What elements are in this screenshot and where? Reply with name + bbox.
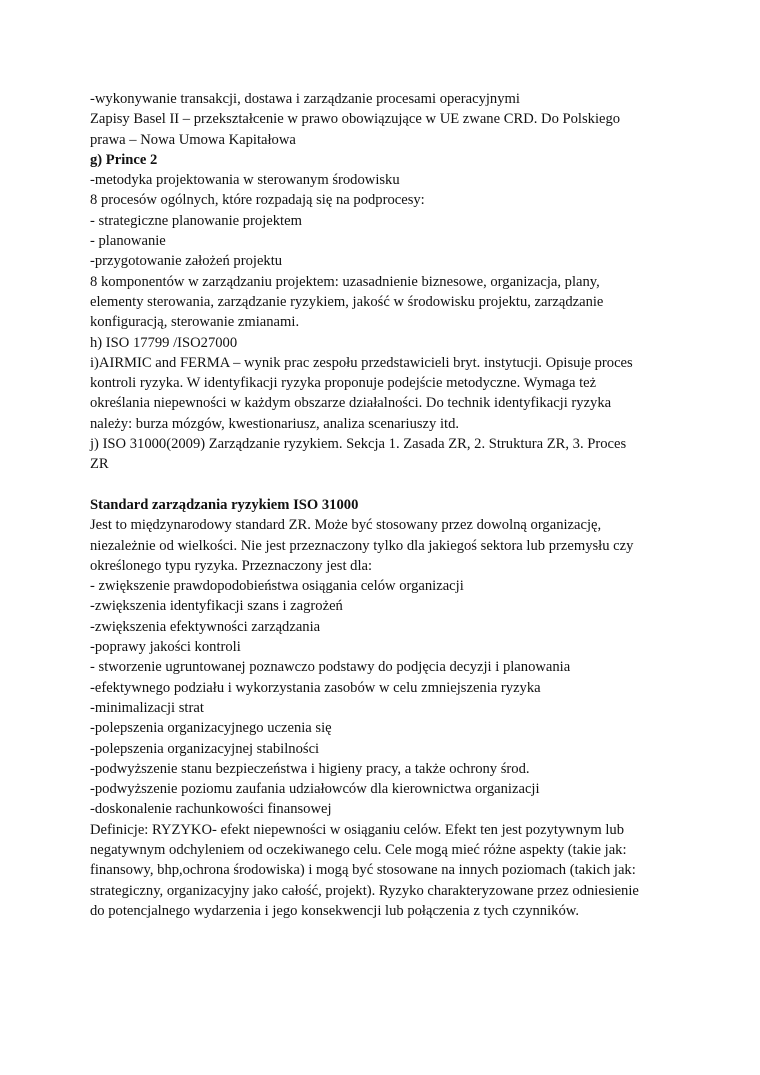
- text-line: - strategiczne planowanie projektem: [90, 212, 302, 229]
- section-basel: [90, 89, 690, 150]
- text-line: finansowy, bhp,ochrona środowiska) i mogą być stosowane na innych poziomach (takich jak:: [90, 862, 636, 879]
- section-prince2: [90, 170, 690, 474]
- text-line: Definicje: RYZYKO- efekt niepewności w osiąganiu celów. Efekt ten jest pozytywnym lub: [90, 821, 625, 838]
- text-line: h) ISO 17799 /ISO27000: [90, 334, 238, 351]
- text-line: niezależnie od wielkości. Nie jest przeznaczony tylko dla jakiegoś sektora lub przemysłu czy: [90, 537, 634, 554]
- heading-prince2: g) Prince 2: [90, 151, 158, 168]
- text-line: -podwyższenie poziomu zaufania udziałowców dla kierownictwa organizacji: [90, 781, 540, 798]
- text-line: -wykonywanie transakcji, dostawa i zarządzanie procesami operacyjnymi: [90, 91, 520, 107]
- text-line: elementy sterowania, zarządzanie ryzykiem, jakość w środowisku projektu, zarządzanie: [90, 293, 604, 310]
- text-line: 8 komponentów w zarządzaniu projektem: uzasadnienie biznesowe, organizacja, plany,: [90, 273, 600, 290]
- text-line: określonego typu ryzyka. Przeznaczony jest dla:: [90, 557, 373, 574]
- text-line: -zwiększenia efektywności zarządzania: [90, 618, 321, 635]
- text-line: Zapisy Basel II – przekształcenie w prawo obowiązujące w UE zwane CRD. Do Polskiego: [90, 111, 621, 128]
- text-line: j) ISO 31000(2009) Zarządzanie ryzykiem. Sekcja 1. Zasada ZR, 2. Struktura ZR, 3. Proces: [90, 436, 627, 453]
- text-line: - planowanie: [90, 233, 166, 250]
- text-line: należy: burza mózgów, kwestionariusz, analiza scenariuszy itd.: [90, 415, 460, 432]
- text-line: 8 procesów ogólnych, które rozpadają się na podprocesy:: [90, 192, 425, 209]
- text-line: -doskonalenie rachunkowości finansowej: [90, 801, 332, 818]
- text-line: -polepszenia organizacyjnego uczenia się: [90, 720, 332, 737]
- section-iso-31000: [90, 515, 690, 921]
- text-line: i)AIRMIC and FERMA – wynik prac zespołu przedstawicieli bryt. instytucji. Opisuje proces: [90, 354, 633, 371]
- text-line: Jest to międzynarodowy standard ZR. Może być stosowany przez dowolną organizację,: [90, 517, 602, 534]
- text-line: kontroli ryzyka. W identyfikacji ryzyka proponuje podejście metodyczne. Wymaga też: [90, 375, 597, 392]
- text-line: ZR: [90, 456, 109, 473]
- text-line: -podwyższenie stanu bezpieczeństwa i higieny pracy, a także ochrony środ.: [90, 760, 530, 777]
- document-page: [90, 89, 690, 921]
- text-line: - stworzenie ugruntowanej poznawczo podstawy do podjęcia decyzji i planowania: [90, 659, 571, 676]
- text-line: określania niepewności w każdym obszarze działalności. Do technik identyfikacji ryzyka: [90, 395, 612, 412]
- text-line: strategiczny, organizacyjny jako całość, projekt). Ryzyko charakteryzowane przez odniesienie: [90, 882, 639, 899]
- text-line: konfiguracją, sterowanie zmianami.: [90, 314, 300, 331]
- text-line: negatywnym odchyleniem od oczekiwanego celu. Cele mogą mieć różne aspekty (takie jak:: [90, 841, 627, 858]
- text-line: -efektywnego podziału i wykorzystania zasobów w celu zmniejszenia ryzyka: [90, 679, 541, 696]
- text-line: do potencjalnego wydarzenia i jego konsekwencji lub połączenia z tych czynników.: [90, 902, 579, 919]
- text-line: -metodyka projektowania w sterowanym środowisku: [90, 172, 400, 189]
- text-line: -minimalizacji strat: [90, 699, 204, 716]
- text-line: -polepszenia organizacyjnej stabilności: [90, 740, 320, 757]
- blank-line: [90, 475, 690, 495]
- heading-iso-31000: Standard zarządzania ryzykiem ISO 31000: [90, 496, 359, 513]
- text-line: -poprawy jakości kontroli: [90, 639, 241, 656]
- text-line: - zwiększenie prawdopodobieństwa osiągania celów organizacji: [90, 578, 464, 595]
- text-line: -zwiększenia identyfikacji szans i zagrożeń: [90, 598, 343, 615]
- text-line: prawa – Nowa Umowa Kapitałowa: [90, 131, 296, 148]
- text-line: -przygotowanie założeń projektu: [90, 253, 283, 270]
